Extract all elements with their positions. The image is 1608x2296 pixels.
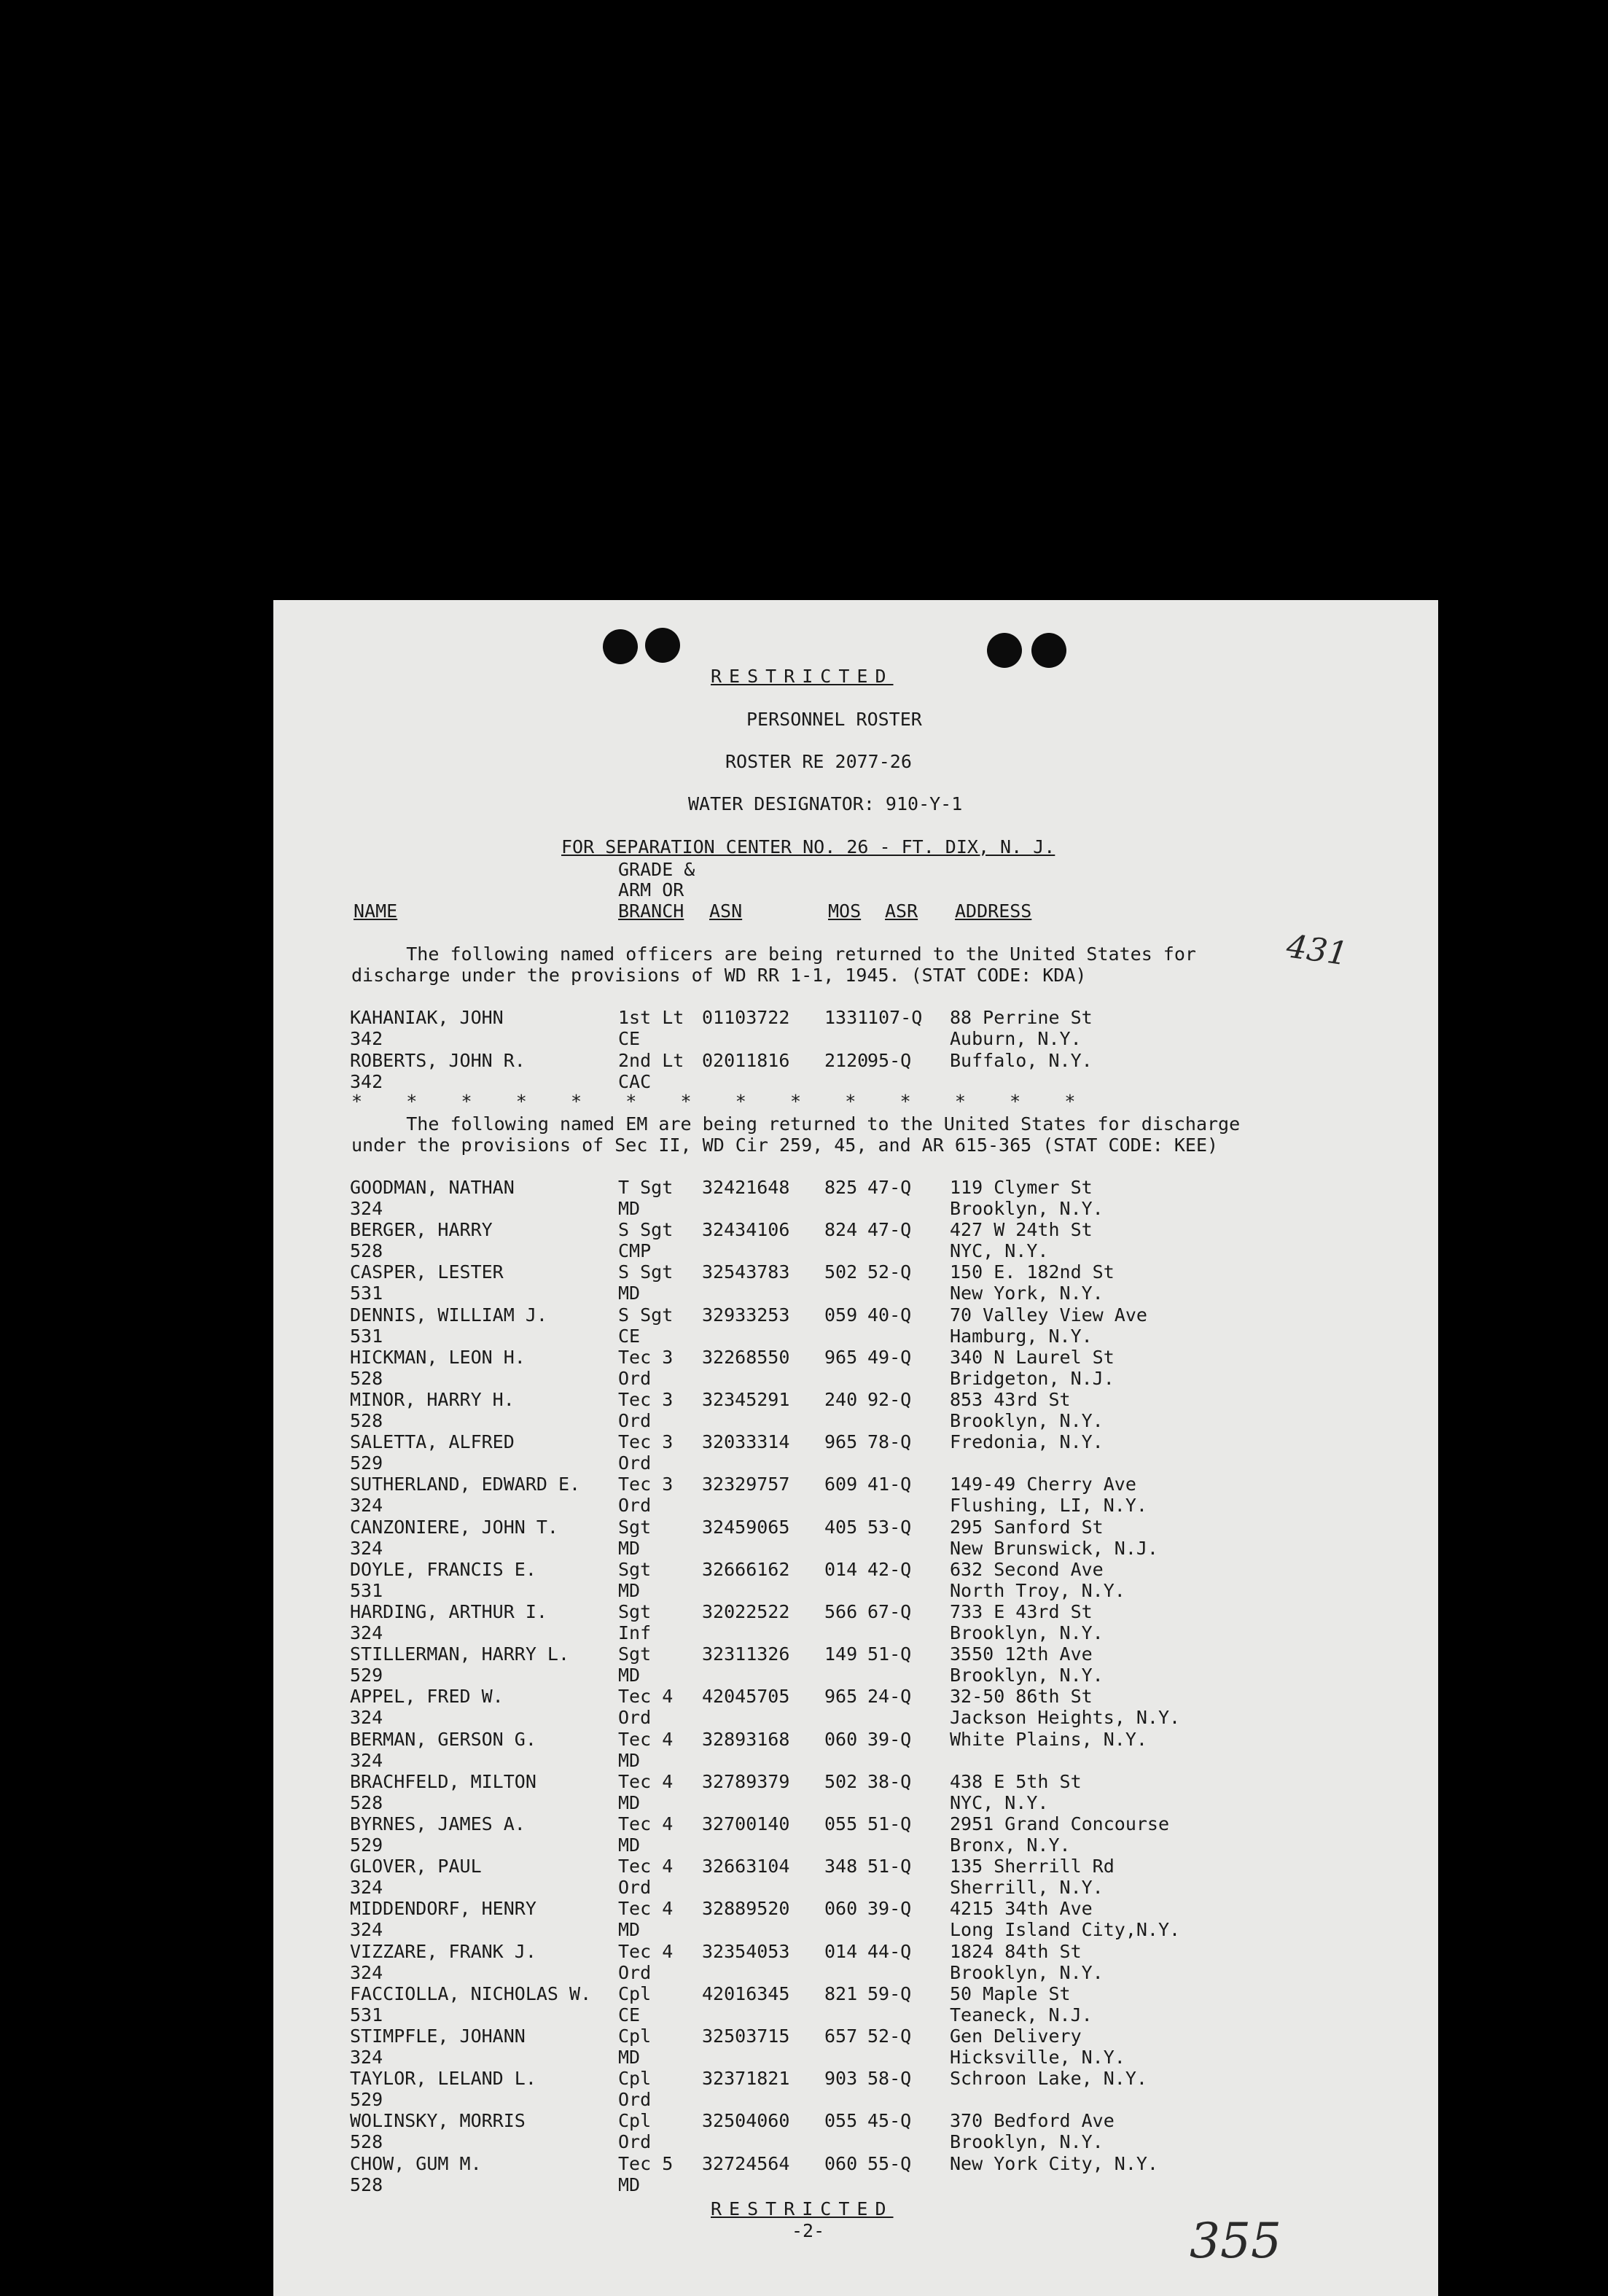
person-name: ROBERTS, JOHN R. [350,1050,526,1071]
page-number: -2- [792,2220,825,2241]
mos: 060 [824,1898,858,1920]
branch: MD [618,1749,641,1771]
person-name: VIZZARE, FRANK J. [350,1940,536,1962]
army-serial-number: 32503715 [702,2025,790,2047]
branch: MD [618,1579,641,1601]
address-line-2: Jackson Heights, N.Y. [950,1707,1181,1729]
asr-score: 47-Q [867,1219,912,1241]
grade: Sgt [618,1601,652,1622]
asr-score: 51-Q [867,1813,912,1834]
mos: 821 [824,1982,858,2004]
army-serial-number: 32022522 [702,1601,790,1622]
branch: Ord [618,1367,652,1389]
person-name: CHOW, GUM M. [350,2152,482,2174]
person-name: CANZONIERE, JOHN T. [350,1516,558,1538]
person-name: KAHANIAK, JOHN [350,1007,504,1028]
asr-score: 39-Q [867,1898,912,1920]
address-line-1: 3550 12th Ave [950,1643,1093,1665]
mos-code: 528 [350,2131,383,2153]
mos-code: 342 [350,1028,383,1049]
asr-score: 67-Q [867,1601,912,1622]
branch: Inf [618,1622,652,1643]
grade: S Sgt [618,1261,674,1283]
mos-code: 529 [350,2089,383,2111]
address-line-2: Hamburg, N.Y. [950,1325,1093,1347]
mos: 060 [824,1728,858,1750]
mos-code: 324 [350,1919,383,1941]
col-address: ADDRESS [955,900,1032,922]
asr-score: 78-Q [867,1431,912,1453]
branch: MD [618,1537,641,1559]
mos-code: 324 [350,1622,383,1643]
mos-code: 324 [350,1961,383,1983]
address-line-1: 438 E 5th St [950,1770,1082,1792]
address-line-1: 149-49 Cherry Ave [950,1474,1136,1495]
grade: T Sgt [618,1177,674,1198]
army-serial-number: 32789379 [702,1770,790,1792]
person-name: APPEL, FRED W. [350,1686,504,1708]
army-serial-number: 32893168 [702,1728,790,1750]
punch-hole [1031,633,1066,668]
address-line-1: 119 Clymer St [950,1177,1093,1198]
branch: MD [618,1665,641,1686]
branch: Ord [618,1452,652,1474]
person-name: HICKMAN, LEON H. [350,1346,526,1368]
address-line-2: New Brunswick, N.J. [950,1537,1158,1559]
grade: S Sgt [618,1304,674,1326]
asr-score: 53-Q [867,1516,912,1538]
army-serial-number: 32543783 [702,1261,790,1283]
mos: 149 [824,1643,858,1665]
army-serial-number: 02011816 [702,1050,790,1071]
col-branch: BRANCH [618,900,684,922]
em-intro-line: The following named EM are being returned to the United States for discharge [351,1113,1241,1135]
army-serial-number: 32889520 [702,1898,790,1920]
address-line-2: Brooklyn, N.Y. [950,1198,1104,1219]
grade: Tec 4 [618,1686,674,1708]
officers-intro-line: The following named officers are being returned to the United States for [351,943,1196,965]
grade: Cpl [618,2025,652,2047]
mos: 965 [824,1431,858,1453]
address-line-2: Brooklyn, N.Y. [950,1410,1104,1431]
army-serial-number: 32345291 [702,1389,790,1410]
address-line-1: 340 N Laurel St [950,1346,1115,1368]
asr-score: 39-Q [867,1728,912,1750]
mos-code: 528 [350,1240,383,1262]
army-serial-number: 32329757 [702,1474,790,1495]
branch: MD [618,1791,641,1813]
restricted-footer: RESTRICTED [711,2198,894,2219]
address-line-1: 2951 Grand Concourse [950,1813,1170,1834]
branch: CE [618,1325,641,1347]
address-line-1: 70 Valley View Ave [950,1304,1147,1326]
branch: CE [618,1028,641,1049]
address-line-2: North Troy, N.Y. [950,1579,1125,1601]
grade: Tec 3 [618,1389,674,1410]
asr-score: 59-Q [867,1982,912,2004]
mos-code: 528 [350,1367,383,1389]
army-serial-number: 32459065 [702,1516,790,1538]
mos-code: 528 [350,1791,383,1813]
mos: 502 [824,1770,858,1792]
mos: 2120 [824,1050,869,1071]
branch: CMP [618,1240,652,1262]
army-serial-number: 32666162 [702,1558,790,1580]
mos-code: 324 [350,1537,383,1559]
army-serial-number: 42016345 [702,1982,790,2004]
person-name: BYRNES, JAMES A. [350,1813,526,1834]
grade: Tec 3 [618,1431,674,1453]
handwritten-margin-number: 431 [1284,927,1351,973]
address-line-2: Flushing, LI, N.Y. [950,1495,1147,1517]
mos: 1331 [824,1007,869,1028]
grade: Cpl [618,2068,652,2090]
col-asn: ASN [709,900,743,922]
grade: Tec 3 [618,1346,674,1368]
army-serial-number: 32504060 [702,2110,790,2132]
mos: 055 [824,1813,858,1834]
asr-score: 52-Q [867,2025,912,2047]
address-line-1: Schroon Lake, N.Y. [950,2068,1147,2090]
mos-code: 324 [350,1198,383,1219]
mos-code: 529 [350,1665,383,1686]
address-line-1: 150 E. 182nd St [950,1261,1115,1283]
address-line-2: Brooklyn, N.Y. [950,2131,1104,2153]
mos-code: 324 [350,1495,383,1517]
address-line-2: NYC, N.Y. [950,1791,1049,1813]
roster-number: ROSTER RE 2077-26 [725,751,912,772]
address-line-2: Brooklyn, N.Y. [950,1622,1104,1643]
handwritten-bottom-number: 355 [1190,2213,1281,2269]
address-line-1: 1824 84th St [950,1940,1082,1962]
person-name: SALETTA, ALFRED [350,1431,515,1453]
mos: 348 [824,1856,858,1877]
mos-code: 342 [350,1071,383,1092]
punch-hole [603,629,638,664]
asr-score: 51-Q [867,1643,912,1665]
address-line-1: 4215 34th Ave [950,1898,1093,1920]
asr-score: 45-Q [867,2110,912,2132]
mos: 240 [824,1389,858,1410]
branch: Ord [618,1707,652,1729]
mos-code: 529 [350,1834,383,1856]
branch: MD [618,2174,641,2195]
person-name: SUTHERLAND, EDWARD E. [350,1474,581,1495]
restricted-heading: RESTRICTED [711,666,894,687]
address-line-2: Bronx, N.Y. [950,1834,1071,1856]
mos-code: 531 [350,1283,383,1304]
army-serial-number: 32371821 [702,2068,790,2090]
address-line-2: Hicksville, N.Y. [950,2047,1125,2068]
col-asr: ASR [885,900,918,922]
address-line-1: 733 E 43rd St [950,1601,1093,1622]
person-name: HARDING, ARTHUR I. [350,1601,547,1622]
mos-code: 531 [350,1325,383,1347]
address-line-1: Gen Delivery [950,2025,1082,2047]
army-serial-number: 32700140 [702,1813,790,1834]
asr-score: 40-Q [867,1304,912,1326]
address-line-1: 32-50 86th St [950,1686,1093,1708]
branch: Ord [618,1410,652,1431]
grade: Tec 4 [618,1728,674,1750]
address-line-1: 632 Second Ave [950,1558,1104,1580]
punch-hole [645,628,680,663]
address-line-2: New York, N.Y. [950,1283,1104,1304]
branch: MD [618,1198,641,1219]
army-serial-number: 32268550 [702,1346,790,1368]
separation-center: FOR SEPARATION CENTER NO. 26 - FT. DIX, N. J. [561,836,1055,857]
address-line-1: 50 Maple St [950,1982,1071,2004]
army-serial-number: 32663104 [702,1856,790,1877]
asr-score: 107-Q [867,1007,923,1028]
person-name: GOODMAN, NATHAN [350,1177,515,1198]
address-line-1: 88 Perrine St [950,1007,1093,1028]
army-serial-number: 32354053 [702,1940,790,1962]
address-line-2: Long Island City,N.Y. [950,1919,1181,1941]
address-line-1: 295 Sanford St [950,1516,1104,1538]
mos: 657 [824,2025,858,2047]
address-line-2: NYC, N.Y. [950,1240,1049,1262]
person-name: DOYLE, FRANCIS E. [350,1558,536,1580]
mos: 405 [824,1516,858,1538]
mos: 060 [824,2152,858,2174]
mos: 014 [824,1940,858,1962]
mos: 965 [824,1686,858,1708]
grade: Cpl [618,2110,652,2132]
mos: 014 [824,1558,858,1580]
col-name: NAME [354,900,398,922]
asr-score: 95-Q [867,1050,912,1071]
person-name: GLOVER, PAUL [350,1856,482,1877]
grade: Tec 4 [618,1856,674,1877]
col-mos: MOS [828,900,862,922]
army-serial-number: 32724564 [702,2152,790,2174]
mos: 609 [824,1474,858,1495]
army-serial-number: 42045705 [702,1686,790,1708]
branch: Ord [618,1495,652,1517]
person-name: TAYLOR, LELAND L. [350,2068,536,2090]
branch: MD [618,1919,641,1941]
grade: Tec 3 [618,1474,674,1495]
grade: Tec 4 [618,1813,674,1834]
mos: 502 [824,1261,858,1283]
grade: Sgt [618,1558,652,1580]
address-line-1: 135 Sherrill Rd [950,1856,1115,1877]
army-serial-number: 32033314 [702,1431,790,1453]
address-line-2: Teaneck, N.J. [950,2004,1093,2025]
branch: Ord [618,2131,652,2153]
mos: 566 [824,1601,858,1622]
person-name: STILLERMAN, HARRY L. [350,1643,570,1665]
person-name: WOLINSKY, MORRIS [350,2110,526,2132]
mos: 825 [824,1177,858,1198]
grade: Sgt [618,1643,652,1665]
branch: CAC [618,1071,652,1092]
grade: Sgt [618,1516,652,1538]
grade: Cpl [618,1982,652,2004]
branch: Ord [618,1961,652,1983]
grade: Tec 5 [618,2152,674,2174]
asr-score: 44-Q [867,1940,912,1962]
asr-score: 38-Q [867,1770,912,1792]
asr-score: 47-Q [867,1177,912,1198]
em-intro-line: under the provisions of Sec II, WD Cir 259, 45, and AR 615-365 (STAT CODE: KEE) [351,1135,1219,1156]
branch: MD [618,1834,641,1856]
document-title: PERSONNEL ROSTER [746,709,922,730]
asr-score: 52-Q [867,1261,912,1283]
water-designator: WATER DESIGNATOR: 910-Y-1 [688,793,963,814]
person-name: STIMPFLE, JOHANN [350,2025,526,2047]
person-name: FACCIOLLA, NICHOLAS W. [350,1982,592,2004]
person-name: DENNIS, WILLIAM J. [350,1304,547,1326]
address-line-1: 427 W 24th St [950,1219,1093,1241]
person-name: BERGER, HARRY [350,1219,493,1241]
grade: Tec 4 [618,1898,674,1920]
asr-score: 24-Q [867,1686,912,1708]
asr-score: 42-Q [867,1558,912,1580]
branch: Ord [618,2089,652,2111]
punch-hole [987,633,1022,668]
branch: MD [618,1283,641,1304]
mos: 055 [824,2110,858,2132]
grade: 1st Lt [618,1007,684,1028]
col-grade: GRADE & [618,859,695,880]
grade: Tec 4 [618,1940,674,1962]
person-name: MIDDENDORF, HENRY [350,1898,536,1920]
officers-intro-line: discharge under the provisions of WD RR 1-1, 1945. (STAT CODE: KDA) [351,965,1087,986]
asr-score: 55-Q [867,2152,912,2174]
grade: S Sgt [618,1219,674,1241]
mos-code: 528 [350,1410,383,1431]
mos: 965 [824,1346,858,1368]
address-line-1: 370 Bedford Ave [950,2110,1115,2132]
grade: Tec 4 [618,1770,674,1792]
mos: 059 [824,1304,858,1326]
address-line-2: Sherrill, N.Y. [950,1877,1104,1899]
army-serial-number: 32933253 [702,1304,790,1326]
asr-score: 49-Q [867,1346,912,1368]
mos: 824 [824,1219,858,1241]
address-line-1: White Plains, N.Y. [950,1728,1147,1750]
branch: MD [618,2047,641,2068]
mos-code: 529 [350,1452,383,1474]
address-line-2: Auburn, N.Y. [950,1028,1082,1049]
address-line-2: Bridgeton, N.J. [950,1367,1115,1389]
branch: CE [618,2004,641,2025]
address-line-2: Brooklyn, N.Y. [950,1665,1104,1686]
mos-code: 324 [350,1749,383,1771]
asr-score: 51-Q [867,1856,912,1877]
address-line-1: Buffalo, N.Y. [950,1050,1093,1071]
person-name: BRACHFELD, MILTON [350,1770,536,1792]
separator-asterisks: * * * * * * * * * * * * * * [351,1091,1076,1112]
army-serial-number: 01103722 [702,1007,790,1028]
asr-score: 58-Q [867,2068,912,2090]
asr-score: 92-Q [867,1389,912,1410]
address-line-1: Fredonia, N.Y. [950,1431,1104,1453]
mos-code: 528 [350,2174,383,2195]
branch: Ord [618,1877,652,1899]
mos-code: 324 [350,2047,383,2068]
address-line-1: 853 43rd St [950,1389,1071,1410]
person-name: MINOR, HARRY H. [350,1389,515,1410]
mos-code: 531 [350,2004,383,2025]
grade: 2nd Lt [618,1050,684,1071]
person-name: BERMAN, GERSON G. [350,1728,536,1750]
mos: 903 [824,2068,858,2090]
address-line-2: Brooklyn, N.Y. [950,1961,1104,1983]
address-line-1: New York City, N.Y. [950,2152,1158,2174]
army-serial-number: 32311326 [702,1643,790,1665]
army-serial-number: 32421648 [702,1177,790,1198]
army-serial-number: 32434106 [702,1219,790,1241]
mos-code: 324 [350,1707,383,1729]
asr-score: 41-Q [867,1474,912,1495]
person-name: CASPER, LESTER [350,1261,504,1283]
col-arm: ARM OR [618,879,684,900]
mos-code: 324 [350,1877,383,1899]
mos-code: 531 [350,1579,383,1601]
